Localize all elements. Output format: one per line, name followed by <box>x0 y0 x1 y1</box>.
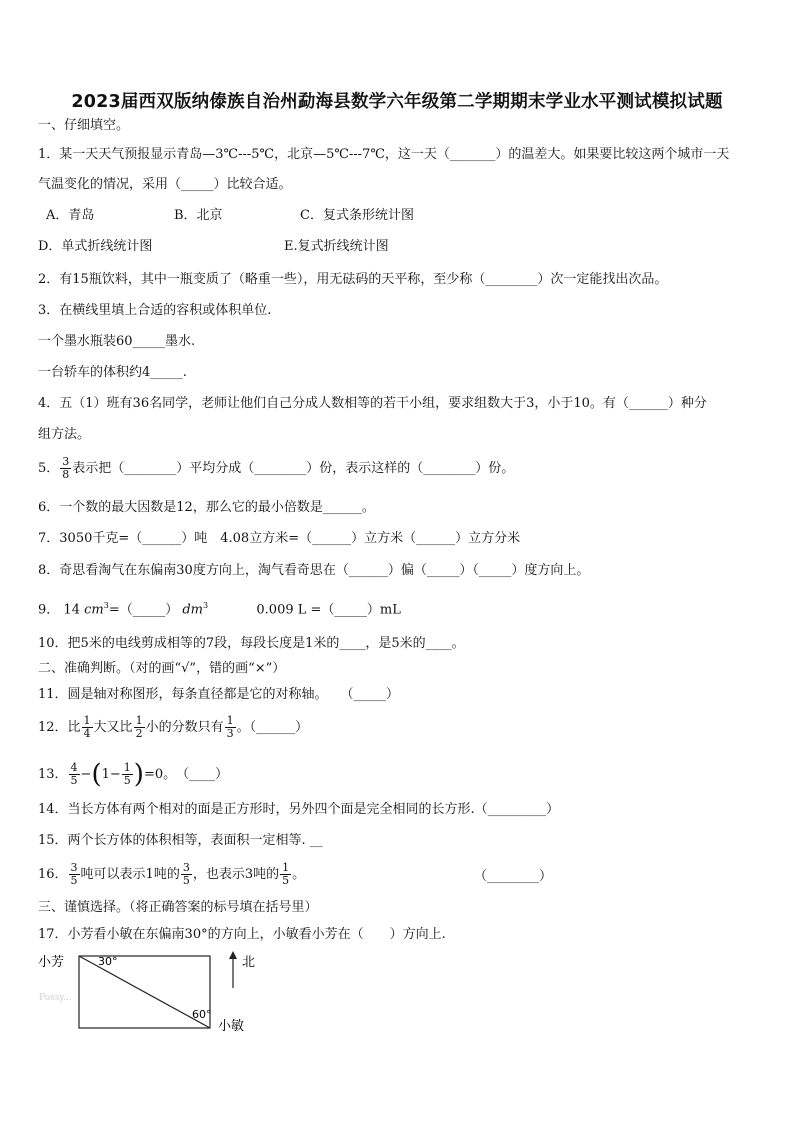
fraction <box>122 762 133 787</box>
question-13-number: 13． <box>38 767 68 782</box>
fraction-denominator: 5 <box>70 874 78 887</box>
fraction-numerator: 1 <box>123 761 131 774</box>
question-1-line-2: 气温变化的情况，采用（_____）比较合适。 <box>38 177 292 192</box>
question-5-number: 5． <box>38 461 60 476</box>
fraction <box>60 456 71 481</box>
question-4-line-2: 组方法。 <box>38 427 91 442</box>
watermark: Possy... <box>39 993 72 1003</box>
question-3-item-b: 一台轿车的体积约4_____. <box>38 365 187 380</box>
question-15: 15．两个长方体的体积相等，表面积一定相等. __ <box>38 833 323 848</box>
fraction <box>225 715 236 740</box>
question-3-item-a: 一个墨水瓶装60_____墨水. <box>38 334 196 349</box>
fraction-denominator: 5 <box>70 774 78 787</box>
question-5 <box>38 456 514 481</box>
fraction-numerator: 1 <box>135 714 143 727</box>
section-heading-3: 三、谨慎选择。（将正确答案的标号填在括号里） <box>38 900 318 915</box>
fraction-numerator: 3 <box>70 861 78 874</box>
fraction <box>181 862 192 887</box>
question-9-number: 9． <box>38 602 60 618</box>
question-3: 3．在横线里填上合适的容积或体积单位. <box>38 303 272 318</box>
fraction-denominator: 2 <box>135 727 143 740</box>
question-1-option-e: E.复式折线统计图 <box>284 239 389 254</box>
text: 。（______） <box>236 720 309 735</box>
text: 。 <box>292 867 306 882</box>
fraction-denominator: 5 <box>123 774 131 787</box>
question-16-number: 16． <box>38 867 68 882</box>
fraction-denominator: 5 <box>282 874 290 887</box>
question-2: 2．有15瓶饮料，其中一瓶变质了（略重一些），用无砝码的天平称，至少称（________）次一定能找出次品。 <box>38 272 668 287</box>
question-9 <box>38 597 401 619</box>
question-4-line-1: 4．五（1）班有36名同学，老师让他们自己分成人数相等的若干小组，要求组数大于3，小于10。有（______）种分 <box>38 396 707 411</box>
question-1-option-a: A．青岛 <box>46 208 95 223</box>
fraction <box>69 762 80 787</box>
fraction-numerator: 1 <box>83 714 91 727</box>
label-xiaofang: 小芳 <box>38 955 65 970</box>
section-heading-1: 一、仔细填空。 <box>38 118 130 133</box>
question-12-number: 12．比 <box>38 720 81 735</box>
fraction-numerator: 3 <box>182 861 190 874</box>
q9-value: 14 <box>63 602 80 618</box>
text: ，也表示3吨的 <box>192 867 280 882</box>
fraction-denominator: 4 <box>83 727 91 740</box>
direction-diagram <box>36 948 276 1038</box>
question-11: 11．圆是轴对称图形，每条直径都是它的对称轴。 （_____） <box>38 687 400 702</box>
fraction-numerator: 1 <box>226 714 234 727</box>
page-title: 2023届西双版纳傣族自治州勐海县数学六年级第二学期期末学业水平测试模拟试题 <box>71 92 723 112</box>
fraction-denominator: 5 <box>182 874 190 887</box>
question-17: 17．小芳看小敏在东偏南30°的方向上，小敏看小芳在（ ）方向上. <box>38 927 446 942</box>
q9-blank: =（_____） <box>108 602 179 618</box>
angle-30: 30° <box>98 955 118 968</box>
question-5-text: 表示把（________）平均分成（________）份，表示这样的（________）份。 <box>72 461 515 476</box>
text: 大又比 <box>93 720 133 735</box>
question-7: 7．3050千克=（______）吨 4.08立方米=（______）立方米（______）立方分米 <box>38 531 521 546</box>
question-1-option-b: B．北京 <box>174 208 223 223</box>
question-12 <box>38 715 308 740</box>
question-1-line-1: 1．某一天天气预报显示青岛—3℃---5℃，北京—5℃---7℃，这一天（_______）的温差大。如果要比较这两个城市一天 <box>38 147 730 162</box>
question-8: 8．奇思看淘气在东偏南30度方向上，淘气看奇思在（______）偏（_____）（_____）度方向上。 <box>38 563 590 578</box>
text: 小的分数只有 <box>145 720 224 735</box>
question-6: 6．一个数的最大因数是12，那么它的最小倍数是______。 <box>38 500 375 515</box>
north-arrow-icon <box>229 951 237 959</box>
question-14: 14．当长方体有两个相对的面是正方形时，另外四个面是完全相同的长方形.（_________） <box>38 802 560 817</box>
question-16-blank: （________） <box>474 869 553 884</box>
fraction-numerator: 1 <box>282 861 290 874</box>
text: 吨可以表示1吨的 <box>80 867 180 882</box>
north-label: 北 <box>242 955 256 970</box>
fraction <box>134 715 145 740</box>
exponent: 3 <box>203 601 209 610</box>
label-xiaomin: 小敏 <box>218 1019 245 1034</box>
question-1-option-c: C．复式条形统计图 <box>300 208 414 223</box>
question-10: 10．把5米的电线剪成相等的7段，每段长度是1米的____，是5米的____。 <box>38 636 465 651</box>
fraction-numerator: 3 <box>62 455 70 468</box>
angle-60: 60° <box>192 1008 212 1021</box>
question-1-option-d: D．单式折线统计图 <box>38 239 153 254</box>
q9-liters: 0.009 L =（_____）mL <box>256 602 401 618</box>
minus-sign: − <box>80 767 92 782</box>
fraction-numerator: 4 <box>70 761 78 774</box>
text: =0。 （____） <box>143 767 229 782</box>
left-paren-icon: ( <box>91 759 102 790</box>
unit-dm: dm <box>182 602 204 618</box>
right-paren-icon: ) <box>133 759 144 790</box>
fraction <box>69 862 80 887</box>
question-16 <box>38 862 305 887</box>
question-13 <box>38 759 229 790</box>
fraction-denominator: 3 <box>226 727 234 740</box>
fraction-denominator: 8 <box>62 468 70 481</box>
exponent: 3 <box>103 601 109 610</box>
text: 1− <box>101 767 121 782</box>
fraction <box>280 862 291 887</box>
unit-cm: cm <box>84 602 104 618</box>
fraction <box>82 715 93 740</box>
section-heading-2: 二、准确判断。（对的画“√”，错的画“×”） <box>38 661 286 676</box>
